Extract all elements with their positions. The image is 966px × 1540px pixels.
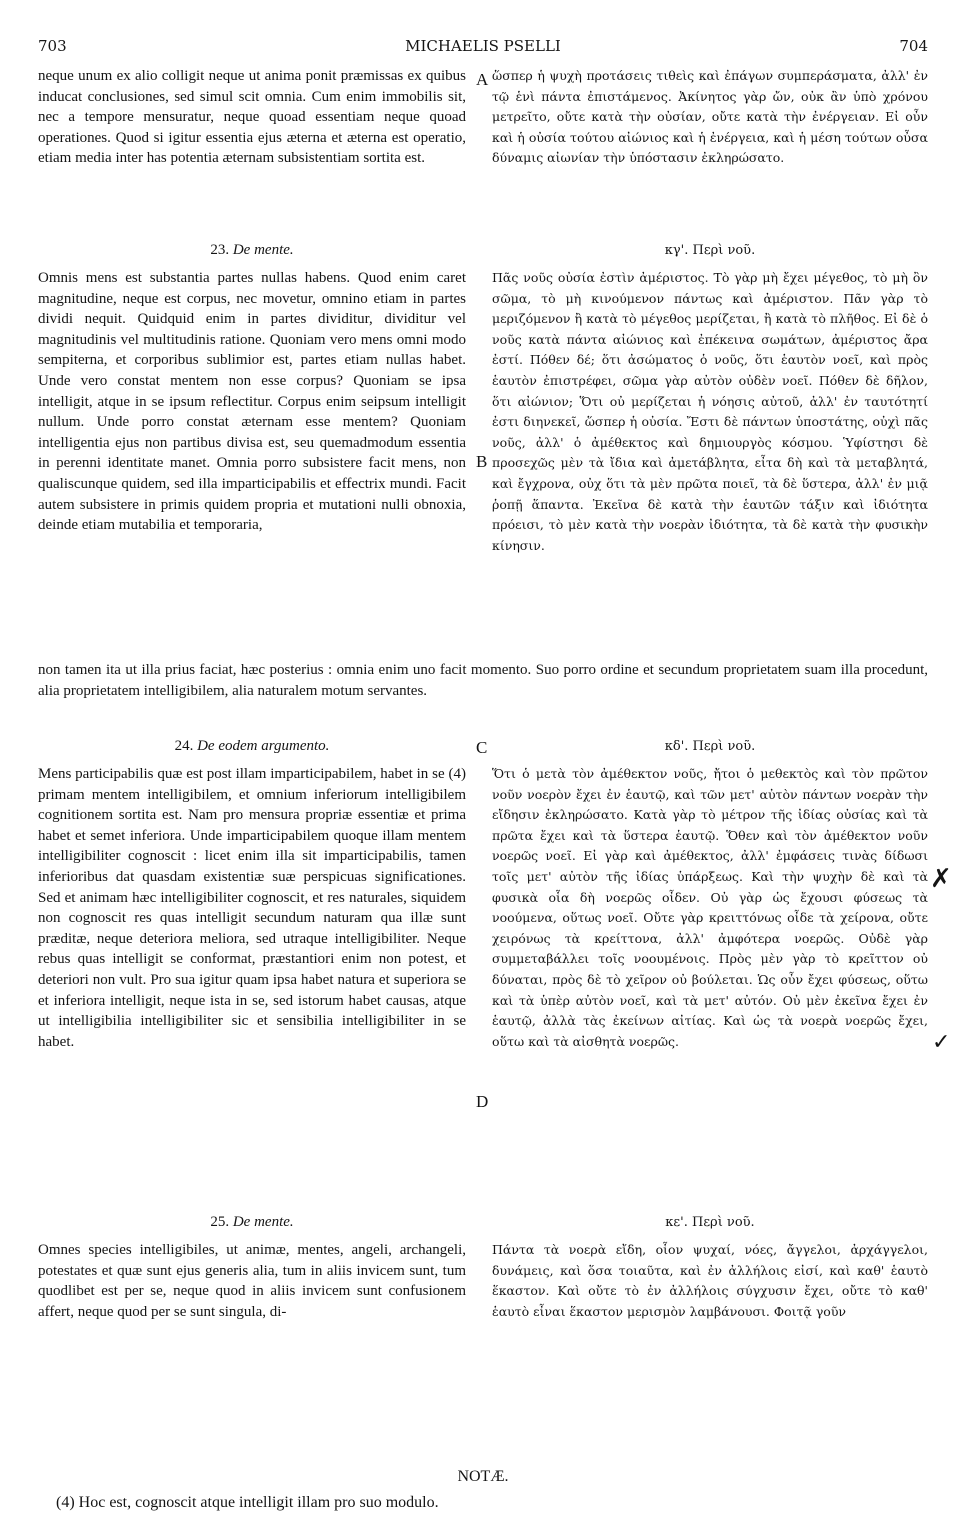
section-25-latin-text: Omnes species intelligibiles, ut animæ, mentes, angeli, archangeli, potestates et quæ sunt ejus generis alia, tum in aliis invicem sunt, tum quodlibet est per se, neque quod in aliis invicem sunt confusionem affert, neque quod per se sunt singula, di-: [38, 1242, 466, 1320]
page-number-left: 703: [38, 37, 67, 55]
section-25-greek-heading: κε'. Περὶ νοῦ.: [665, 1215, 755, 1230]
notes-heading: NOTÆ.: [457, 1468, 509, 1485]
section-23-title: De mente.: [232, 242, 294, 258]
section-24-greek-text: Ὅτι ὁ μετὰ τὸν ἀμέθεκτον νοῦς, ἤτοι ὁ μεθεκτὸς καὶ τὸν πρῶτον νοῦν νοερὸν ἔχει ἐν ἑαυτῷ, καὶ τῶν μετ' αὐτὸν πάντων νοερὰν τὴν εἴδησιν ἐκληρώσατο. Κατὰ γὰρ τὸ μέτρον τῆς ἰδίας οὐσίας καὶ τὰ πρῶτα ἔχει καὶ τὰ ὕστερα ἑαυτῷ. Ὅθεν καὶ τὸν ἀμέθεκτον νοῦν νοερῶς νοεῖ. Εἰ γὰρ καὶ ἀμέθεκτος, ἀλλ' ἐμφάσεις τινὰς δίδωσι τοῖς μετ' αὐτὸν τῆς ἰδίας ὑπάρξεως. Καὶ τὴν ψυχὴν δὲ καὶ τὰ φυσικὰ οἷα δὴ νοερῶς οἶδεν. Οὐ γὰρ ὡς ἔχουσι φύσεως τὰ νοούμενα, οὕτως νοεῖ. Οὔτε γὰρ κρειττόνως οἶδε τὰ χείρονα, οὔτε χειρόνως τὰ κρείττονα, ἀλλ' ἀμφότερα νοερῶς. Οὐδὲ γὰρ συμμεταβάλλει τοῖς νοουμένοις. Πρὸς μὲν γὰρ τὸ κρεῖττον οὐ δύναται, πρὸς δὲ τὸ χεῖρον οὐ βούλεται. Ὡς οὖν ἔχει φύσεως, οὕτω καὶ τὰ ὑπὲρ αὐτὸν νοεῖ, καὶ τὰ μετ' αὐτόν. Οὐ μὲν ἐκεῖνα ἔχει ἐν ἑαυτῷ, ἀλλὰ τὰς ἐκείνων αἰτίας. Καὶ ὡς τὰ νοερὰ νοερῶς ἔχει, οὕτω καὶ τὰ αἰσθητὰ νοερῶς.: [492, 766, 928, 1049]
intro-latin: neque unum ex alio colligit neque ut anima ponit præmissas ex quibus inducat conclusiones, sed simul scit omnia. Cum enim immobilis sit, nec a tempore mensuratur, neque quoad essentiam neque quoad operationes. Quod si igitur essentia ejus æterna et æterna est operatio, etiam media inter has potentia æternam subsistentiam sortita est.: [38, 68, 466, 167]
footnote-4: (4) Hoc est, cognoscit atque intelligit illam pro suo modulo.: [56, 1494, 439, 1511]
running-title: MICHAELIS PSELLI: [405, 37, 561, 55]
section-23-latin-continuation: non tamen ita ut illa prius faciat, hæc posterius : omnia enim uno facit momento. Suo porro ordine et secundum proprietatem suam illa procedunt, alia proprietatem intelligibilem, alia naturalem motum servantes.: [38, 662, 928, 699]
section-24-latin-text: Mens participabilis quæ est post illam imparticipabilem, habet in se (4) primam mentem intelligibilem, et omnium inferiorum intelligibilem cognitionem sortita est. Nam pro mensura propriæ essentiæ et prima habet et semet inferiora. Unde imparticipabilem quoque illam mentem intelligibiliter cognoscit : licet enim illa sit imparticipabilis, tamen inferioribus dat quasdam existentiæ suæ perspicuas significationes. Sed et animam hæc intelligibiliter cognoscit, et res naturales, siquidem non cognoscit res quas intelligit secundum naturam qua illæ sunt præditæ, neque deteriora meliora, sed utraque intelligibiliter. Neque rebus quas intelligit se conformat, præstantiori enim non potest, et deteriori non vult. Pro sua igitur quam ipsa habet natura et superiora se et inferiora intelligit, neque ista in se, sed istorum habet causas, atque ut intelligibilia intelligibiliter sic et sensibilia intelligibiliter in se habet.: [38, 766, 466, 1050]
section-25-greek-text: Πάντα τὰ νοερὰ εἴδη, οἷον ψυχαί, νόες, ἄγγελοι, ἀρχάγγελοι, δυνάμεις, καὶ ὅσα τοιαῦτα, καὶ ἐν ἀλλήλοις εἰσί, καὶ καθ' ἑαυτὸ ἕκαστον. Καὶ οὔτε τὸ ἐν ἀλλήλοις σύγχυσιν ἔχει, οὔτε τὸ καθ' ἑαυτὸ εἶναι ἕκαστον μερισμὸν λαμβάνουσι. Φοιτᾷ γοῦν: [492, 1242, 928, 1319]
section-23-greek-heading: κγ'. Περὶ νοῦ.: [664, 243, 756, 258]
margin-marker-d: D: [476, 1092, 489, 1111]
margin-marker-a: A: [476, 70, 489, 89]
section-23-number: 23.: [210, 242, 230, 258]
section-25-number: 25.: [210, 1214, 230, 1230]
margin-marker-c: C: [476, 738, 488, 757]
section-25-title: De mente.: [232, 1214, 294, 1230]
section-25-latin-heading: [38, 1214, 466, 1231]
section-24-number: 24.: [174, 738, 194, 754]
section-24-greek-heading: κδ'. Περὶ νοῦ.: [664, 739, 756, 754]
section-24-latin-heading: [38, 738, 466, 755]
section-23-greek-text: Πᾶς νοῦς οὐσία ἐστὶν ἀμέριστος. Τὸ γὰρ μὴ ἔχει μέγεθος, τὸ μὴ ὂν σῶμα, τὸ μὴ κινούμενον πάντως καὶ ἀμέριστον. Πᾶν γὰρ τὸ μεριζόμενον ἢ κατὰ τὸ μέγεθος μερίζεται, ἢ κατὰ τὸ πλῆθος. Εἰ δὲ ὁ νοῦς κατὰ πάντα αἰώνιος καὶ ἐπέκεινα σωμάτων, ἀμέριστος ἄρα ἐστί. Πόθεν δέ; ὅτι ἀσώματος ὁ νοῦς, ὅτι ἑαυτὸν νοεῖ, καὶ πρὸς ἑαυτὸν ἐπιστρέφει, σῶμα γὰρ αὐτὸν οὐδὲν νοεῖ. Πόθεν δὲ δῆλον, ὅτι αἰώνιον; Ὅτι οὐ μερίζεται ἡ νόησις αὐτοῦ, ἀλλ' ἐν ταυτότητί ἐστι διηνεκεῖ, ὥσπερ ἡ οὐσία. Ἔστι δὲ πάντων ὑποστάτης, οὐχὶ πᾶς νοῦς, ἀλλ' ὁ ἀμέθεκτος καὶ δημιουργὸς κόσμου. Ὑφίστησι δὲ προσεχῶς μὲν τὰ ἴδια καὶ ἀμετάβλητα, εἶτα δὴ καὶ τὰ μεταβλητά, καὶ ἔγχρονα, οὐχ ὅτι τὰ μὲν πρῶτα ποιεῖ, τὰ δὲ ὕστερα, ἀλλ' ἐν μιᾷ ῥοπῇ ἅπαντα. Ἐκεῖνα δὲ κατὰ τὴν ἑαυτῶν τάξιν καὶ ἰδιότητα πρόεισι, τὸ μὲν κατὰ τὴν νοερὰν ἰδιότητα, τὰ δὲ κατὰ τὴν φυσικὴν κίνησιν.: [492, 270, 928, 553]
page-number-right: 704: [899, 37, 928, 55]
handwritten-check-mark: ✓: [932, 1030, 951, 1055]
handwritten-cross-mark: ✗: [930, 864, 952, 894]
section-23-latin-heading: [38, 242, 466, 259]
margin-marker-b: B: [476, 452, 488, 471]
section-23-latin-text: Omnis mens est substantia partes nullas habens. Quod enim caret magnitudine, neque est corpus, nec movetur, omnino etiam in partes dividi nequit. Quidquid enim in partes dividitur, dividitur vel magnitudinis vel multitudinis ratione. Quoniam vero mens omni modo sempiterna, et corporibus sublimior est, partes etiam nullas habet. Unde vero constat mentem non esse corpus? Quoniam se ipsa intelligit, atque in se ipsum reflectitur. Corpus enim seipsum intelligit nullum. Unde porro constat æternam esse mentem? Quoniam intelligentia ejus non partibus divisa est, seu quemadmodum essentia in perenni identitate manet. Omnia porro subsistere facit mens, non qualiscunque quidem, sed illa imparticipabilis et effectrix mundi. Facit autem subsistere in primis quidem propria et mutationi nulli obnoxia, deinde etiam mutabilia et temporaria,: [38, 270, 466, 534]
section-24-title: De eodem argumento.: [197, 738, 330, 754]
intro-greek: ὥσπερ ἡ ψυχὴ προτάσεις τιθεὶς καὶ ἐπάγων συμπεράσματα, ἀλλ' ἐν τῷ ἑνὶ πάντα ἐπιστάμενος. Ἀκίνητος γὰρ ὤν, οὐκ ἂν ὑπὸ χρόνου μετρεῖτο, οὔτε κατὰ τὴν οὐσίαν, οὔτε κατὰ τὴν ἐνέργειαν. Εἰ οὖν καὶ ἡ οὐσία τούτου αἰώνιος καὶ ἡ ἐνέργεια, καὶ ἡ μέση τούτων οὖσα δύναμις αἰωνίαν τὴν ὑπόστασιν ἐκληρώσατο.: [492, 68, 928, 166]
